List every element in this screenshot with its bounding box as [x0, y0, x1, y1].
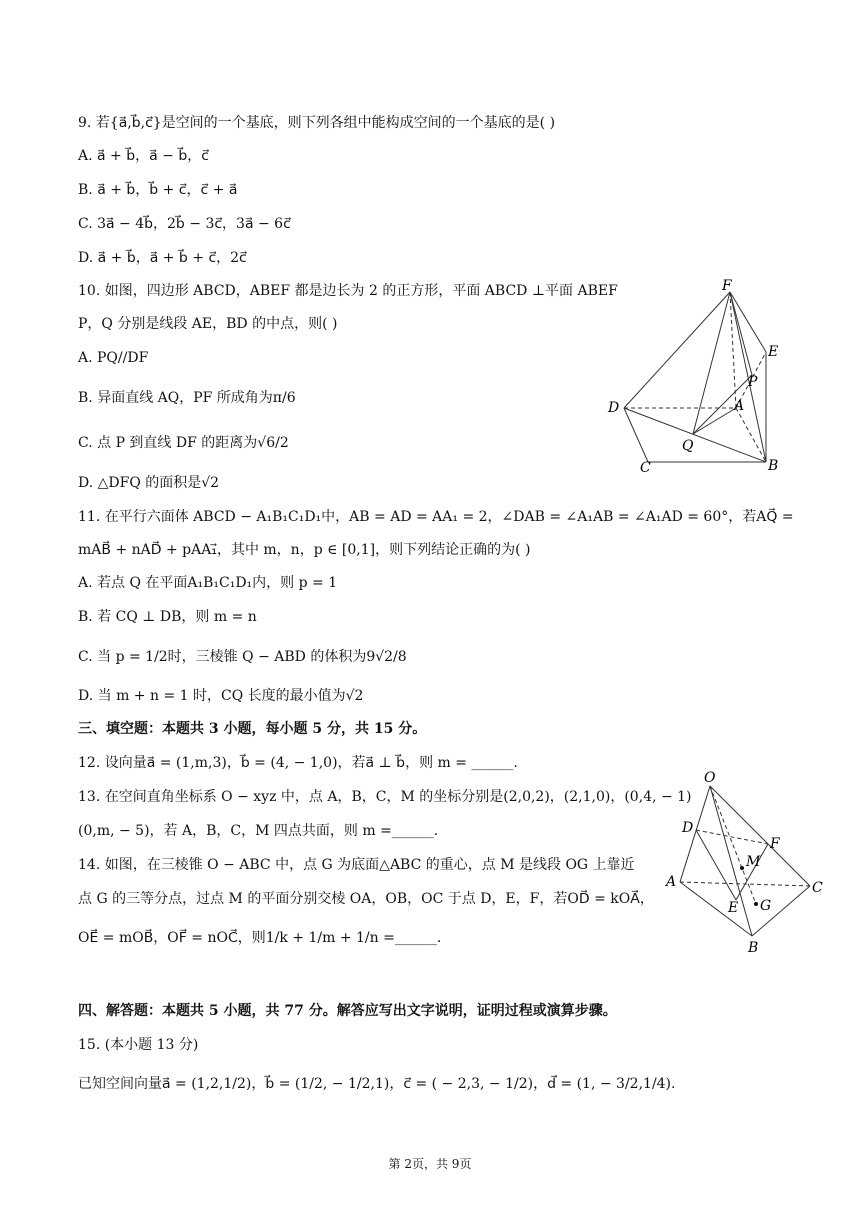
q14-label-f: F [770, 836, 780, 852]
q14-label-m: M [746, 854, 761, 870]
q14-figure [660, 764, 840, 964]
page-footer: 第 2页，共 9页 [388, 1157, 472, 1171]
q11-stem-line2: mAB⃗ + nAD⃗ + pAA₁⃗，其中 m，n，p ∈ [0,1]，则下列结论正确的为( ) [78, 542, 531, 558]
q14-label-e: E [728, 900, 739, 916]
q10-label-c: C [640, 460, 651, 476]
q15-title: 15. (本小题 13 分) [78, 1037, 199, 1053]
q11-stem-line1: 11. 在平行六面体 ABCD − A₁B₁C₁D₁中，AB = AD = AA₁ = 2，∠DAB = ∠A₁AB = ∠A₁AD = 60°，若AQ⃗ = [78, 509, 794, 525]
q10-stem-line2: P，Q 分别是线段 AE，BD 的中点，则( ) [78, 316, 338, 332]
q9-option-b: B. a⃗ + b⃗，b⃗ + c⃗，c⃗ + a⃗ [78, 182, 238, 198]
q15-body: 已知空间向量a⃗ = (1,2,1/2)，b⃗ = (1/2, − 1/2,1)，c⃗ = ( − 2,3, − 1/2)，d⃗ = (1, − 3/2,1/4). [78, 1076, 676, 1092]
q10-option-b: B. 异面直线 AQ，PF 所成角为π/6 [78, 390, 296, 406]
q9-stem: 9. 若{a⃗,b⃗,c⃗}是空间的一个基底，则下列各组中能构成空间的一个基底的是( ) [78, 115, 556, 131]
q14-label-a: A [666, 874, 677, 890]
q9-option-d: D. a⃗ + b⃗，a⃗ + b⃗ + c⃗，2c⃗ [78, 250, 247, 266]
q12-text: 12. 设向量a⃗ = (1,m,3)，b⃗ = (4, − 1,0)，若a⃗ ⊥ b⃗，则 m = ______. [78, 755, 518, 771]
section-3-heading: 三、填空题：本题共 3 小题，每小题 5 分，共 15 分。 [78, 721, 427, 737]
q14-line1: 14. 如图，在三棱锥 O − ABC 中，点 G 为底面△ABC 的重心，点 M 是线段 OG 上靠近 [78, 857, 635, 873]
q10-label-p: P [748, 374, 758, 390]
q10-label-e: E [768, 344, 779, 360]
q13-line2: (0,m, − 5)，若 A，B，C，M 四点共面，则 m =______. [78, 823, 439, 839]
q14-label-b: B [748, 940, 759, 956]
section-4-heading: 四、解答题：本题共 5 小题，共 77 分。解答应写出文字说明，证明过程或演算步骤。 [78, 1003, 617, 1019]
q10-label-b: B [768, 458, 779, 474]
q10-label-d: D [608, 400, 620, 416]
q10-option-d: D. △DFQ 的面积是√2 [78, 475, 220, 491]
q9-option-c: C. 3a⃗ − 4b⃗，2b⃗ − 3c⃗，3a⃗ − 6c⃗ [78, 216, 291, 232]
q11-option-a: A. 若点 Q 在平面A₁B₁C₁D₁内，则 p = 1 [78, 575, 338, 591]
q11-option-d: D. 当 m + n = 1 时，CQ 长度的最小值为√2 [78, 688, 364, 704]
q14-label-d: D [682, 820, 694, 836]
q11-option-c: C. 当 p = 1/2时，三棱锥 Q − ABD 的体积为9√2/8 [78, 649, 407, 665]
q13-line1: 13. 在空间直角坐标系 O − xyz 中，点 A，B，C，M 的坐标分别是(2,0,2)，(2,1,0)，(0,4, − 1) [78, 789, 692, 805]
q14-label-c: C [812, 880, 823, 896]
q14-line3: OE⃗ = mOB⃗，OF⃗ = nOC⃗，则1/k + 1/m + 1/n =______. [78, 930, 442, 946]
q10-figure [600, 278, 810, 478]
q9-option-a: A. a⃗ + b⃗，a⃗ − b⃗，c⃗ [78, 148, 209, 164]
q14-line2: 点 G 的三等分点，过点 M 的平面分别交棱 OA，OB，OC 于点 D，E，F，若OD⃗ = kOA⃗， [78, 891, 654, 907]
q11-option-b: B. 若 CQ ⊥ DB，则 m = n [78, 609, 257, 625]
q10-label-a: A [734, 398, 745, 414]
q10-option-c: C. 点 P 到直线 DF 的距离为√6/2 [78, 435, 289, 451]
q10-label-f: F [722, 278, 732, 294]
q10-stem-line1: 10. 如图，四边形 ABCD，ABEF 都是边长为 2 的正方形，平面 ABCD ⊥平面 ABEF [78, 283, 618, 299]
q10-option-a: A. PQ//DF [78, 350, 149, 366]
q14-label-o: O [704, 770, 716, 786]
q14-label-g: G [760, 898, 772, 914]
q10-label-q: Q [682, 438, 694, 454]
